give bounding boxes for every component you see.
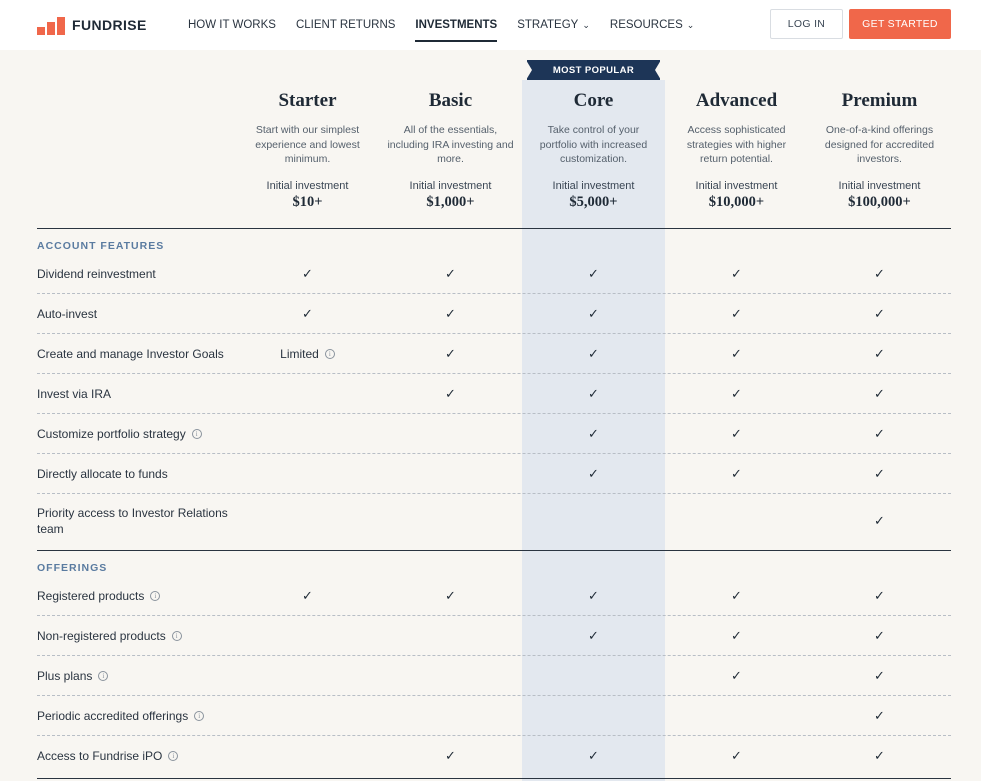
cell-text: Limited — [280, 347, 319, 361]
table-row — [37, 414, 951, 454]
feature-label — [37, 334, 247, 374]
feature-text: Non-registered products — [37, 629, 166, 643]
check-icon: ✓ — [874, 306, 885, 321]
nav-link-resources[interactable] — [610, 19, 694, 31]
plan-description: One-of-a-kind offerings designed for accredited investors. — [824, 124, 935, 165]
check-icon: ✓ — [445, 306, 456, 321]
check-icon: ✓ — [588, 306, 599, 321]
info-icon[interactable]: i — [168, 751, 178, 761]
plan-basic — [379, 90, 522, 211]
feature-text: Customize portfolio strategy — [37, 427, 186, 441]
logo-icon — [37, 15, 65, 35]
check-icon: ✓ — [588, 386, 599, 401]
feature-label — [37, 374, 247, 414]
plan-name: Core — [573, 90, 614, 111]
nav-link-label: HOW IT WORKS — [188, 19, 276, 31]
table-row — [37, 576, 951, 616]
nav-link-label: CLIENT RETURNS — [295, 19, 396, 31]
nav-link-investments[interactable] — [415, 19, 497, 31]
table-row — [37, 494, 951, 548]
plan-advanced — [665, 90, 808, 211]
feature-text: Dividend reinvestment — [37, 267, 156, 281]
table-row — [37, 656, 951, 696]
check-icon: ✓ — [588, 426, 599, 441]
plan-price: $10+ — [292, 194, 323, 210]
feature-label — [37, 494, 247, 548]
login-button[interactable]: LOG IN — [770, 9, 843, 39]
feature-text: Access to Fundrise iPO — [37, 749, 163, 763]
feature-label — [37, 454, 247, 494]
check-icon: ✓ — [445, 266, 456, 281]
plan-price: $1,000+ — [426, 194, 475, 210]
check-icon: ✓ — [731, 668, 742, 683]
check-icon: ✓ — [445, 748, 456, 763]
table-row — [37, 334, 951, 374]
check-icon: ✓ — [731, 306, 742, 321]
check-icon: ✓ — [874, 513, 885, 528]
check-icon: ✓ — [874, 346, 885, 361]
plan-core — [522, 90, 665, 211]
check-icon: ✓ — [874, 748, 885, 763]
nav-links — [188, 0, 714, 50]
check-icon: ✓ — [874, 628, 885, 643]
chevron-down-icon: ⌄ — [686, 19, 695, 30]
section-divider — [37, 550, 951, 551]
info-icon[interactable]: i — [98, 671, 108, 681]
plan-price: $10,000+ — [708, 194, 765, 210]
info-icon[interactable]: i — [325, 349, 335, 359]
section-title-account-features: ACCOUNT FEATURES — [37, 240, 165, 252]
fundrise-logo[interactable] — [37, 13, 147, 37]
initial-investment-label: Initial investment — [552, 180, 635, 192]
feature-text: Priority access to Investor Relations team — [37, 506, 228, 536]
check-icon: ✓ — [302, 588, 313, 603]
info-icon[interactable]: i — [172, 631, 182, 641]
feature-text: Directly allocate to funds — [37, 467, 168, 481]
check-icon: ✓ — [588, 588, 599, 603]
initial-investment-label: Initial investment — [409, 180, 492, 192]
check-icon: ✓ — [302, 306, 313, 321]
check-icon: ✓ — [874, 708, 885, 723]
plan-price: $100,000+ — [848, 194, 911, 210]
check-icon: ✓ — [445, 346, 456, 361]
cell-value — [236, 334, 379, 374]
feature-label — [37, 576, 247, 616]
check-icon: ✓ — [588, 628, 599, 643]
check-icon: ✓ — [874, 668, 885, 683]
feature-text: Registered products — [37, 589, 145, 603]
section-divider — [37, 778, 951, 779]
feature-text: Periodic accredited offerings — [37, 709, 189, 723]
feature-label — [37, 254, 247, 294]
check-icon: ✓ — [445, 386, 456, 401]
check-icon: ✓ — [588, 346, 599, 361]
table-row — [37, 254, 951, 294]
check-icon: ✓ — [731, 628, 742, 643]
brand-name: FUNDRISE — [72, 17, 147, 33]
check-icon: ✓ — [731, 346, 742, 361]
plan-description: Access sophisticated strategies with higher return potential. — [686, 124, 787, 165]
check-icon: ✓ — [874, 266, 885, 281]
table-row — [37, 696, 951, 736]
nav-link-label: INVESTMENTS — [415, 19, 498, 31]
plan-name: Advanced — [695, 90, 778, 111]
feature-label — [37, 696, 247, 736]
check-icon: ✓ — [588, 466, 599, 481]
initial-investment-label: Initial investment — [838, 180, 921, 192]
nav-link-strategy[interactable] — [517, 19, 590, 31]
check-icon: ✓ — [731, 748, 742, 763]
check-icon: ✓ — [874, 466, 885, 481]
check-icon: ✓ — [445, 588, 456, 603]
table-row — [37, 294, 951, 334]
table-row — [37, 616, 951, 656]
nav-link-label: STRATEGY — [517, 19, 579, 31]
info-icon[interactable]: i — [150, 591, 160, 601]
nav-link-client-returns[interactable] — [296, 19, 395, 31]
check-icon: ✓ — [731, 386, 742, 401]
feature-label — [37, 294, 247, 334]
check-icon: ✓ — [588, 266, 599, 281]
plan-starter — [236, 90, 379, 211]
plan-description: Take control of your portfolio with increased customization. — [539, 124, 648, 165]
section-divider — [37, 228, 951, 229]
table-row — [37, 736, 951, 776]
get-started-button[interactable]: GET STARTED — [849, 9, 951, 39]
plan-name: Basic — [428, 90, 473, 111]
feature-label — [37, 736, 247, 776]
nav-link-how-it-works[interactable] — [188, 19, 276, 31]
plan-name: Premium — [841, 90, 918, 111]
nav-link-label: RESOURCES — [609, 19, 683, 31]
chevron-down-icon: ⌄ — [582, 19, 590, 30]
feature-text: Auto-invest — [37, 307, 98, 321]
check-icon: ✓ — [874, 386, 885, 401]
feature-text: Create and manage Investor Goals — [37, 347, 224, 361]
check-icon: ✓ — [731, 266, 742, 281]
table-row — [37, 454, 951, 494]
top-nav — [0, 0, 981, 50]
plan-premium — [808, 90, 951, 211]
feature-label — [37, 656, 247, 696]
check-icon: ✓ — [731, 426, 742, 441]
check-icon: ✓ — [731, 466, 742, 481]
plan-price: $5,000+ — [569, 194, 618, 210]
initial-investment-label: Initial investment — [266, 180, 349, 192]
feature-label — [37, 414, 247, 454]
initial-investment-label: Initial investment — [695, 180, 778, 192]
plan-description: Start with our simplest experience and lowest minimum. — [255, 124, 360, 165]
plan-name: Starter — [278, 90, 337, 111]
table-row — [37, 374, 951, 414]
check-icon: ✓ — [588, 748, 599, 763]
info-icon[interactable]: i — [194, 711, 204, 721]
check-icon: ✓ — [302, 266, 313, 281]
check-icon: ✓ — [731, 588, 742, 603]
info-icon[interactable]: i — [192, 429, 202, 439]
most-popular-badge: MOST POPULAR — [527, 60, 660, 80]
feature-label — [37, 616, 247, 656]
feature-text: Plus plans — [37, 669, 93, 683]
feature-text: Invest via IRA — [37, 387, 112, 401]
check-icon: ✓ — [874, 426, 885, 441]
check-icon: ✓ — [874, 588, 885, 603]
section-title-offerings: OFFERINGS — [37, 562, 108, 574]
plan-description: All of the essentials, including IRA investing and more. — [387, 124, 514, 165]
